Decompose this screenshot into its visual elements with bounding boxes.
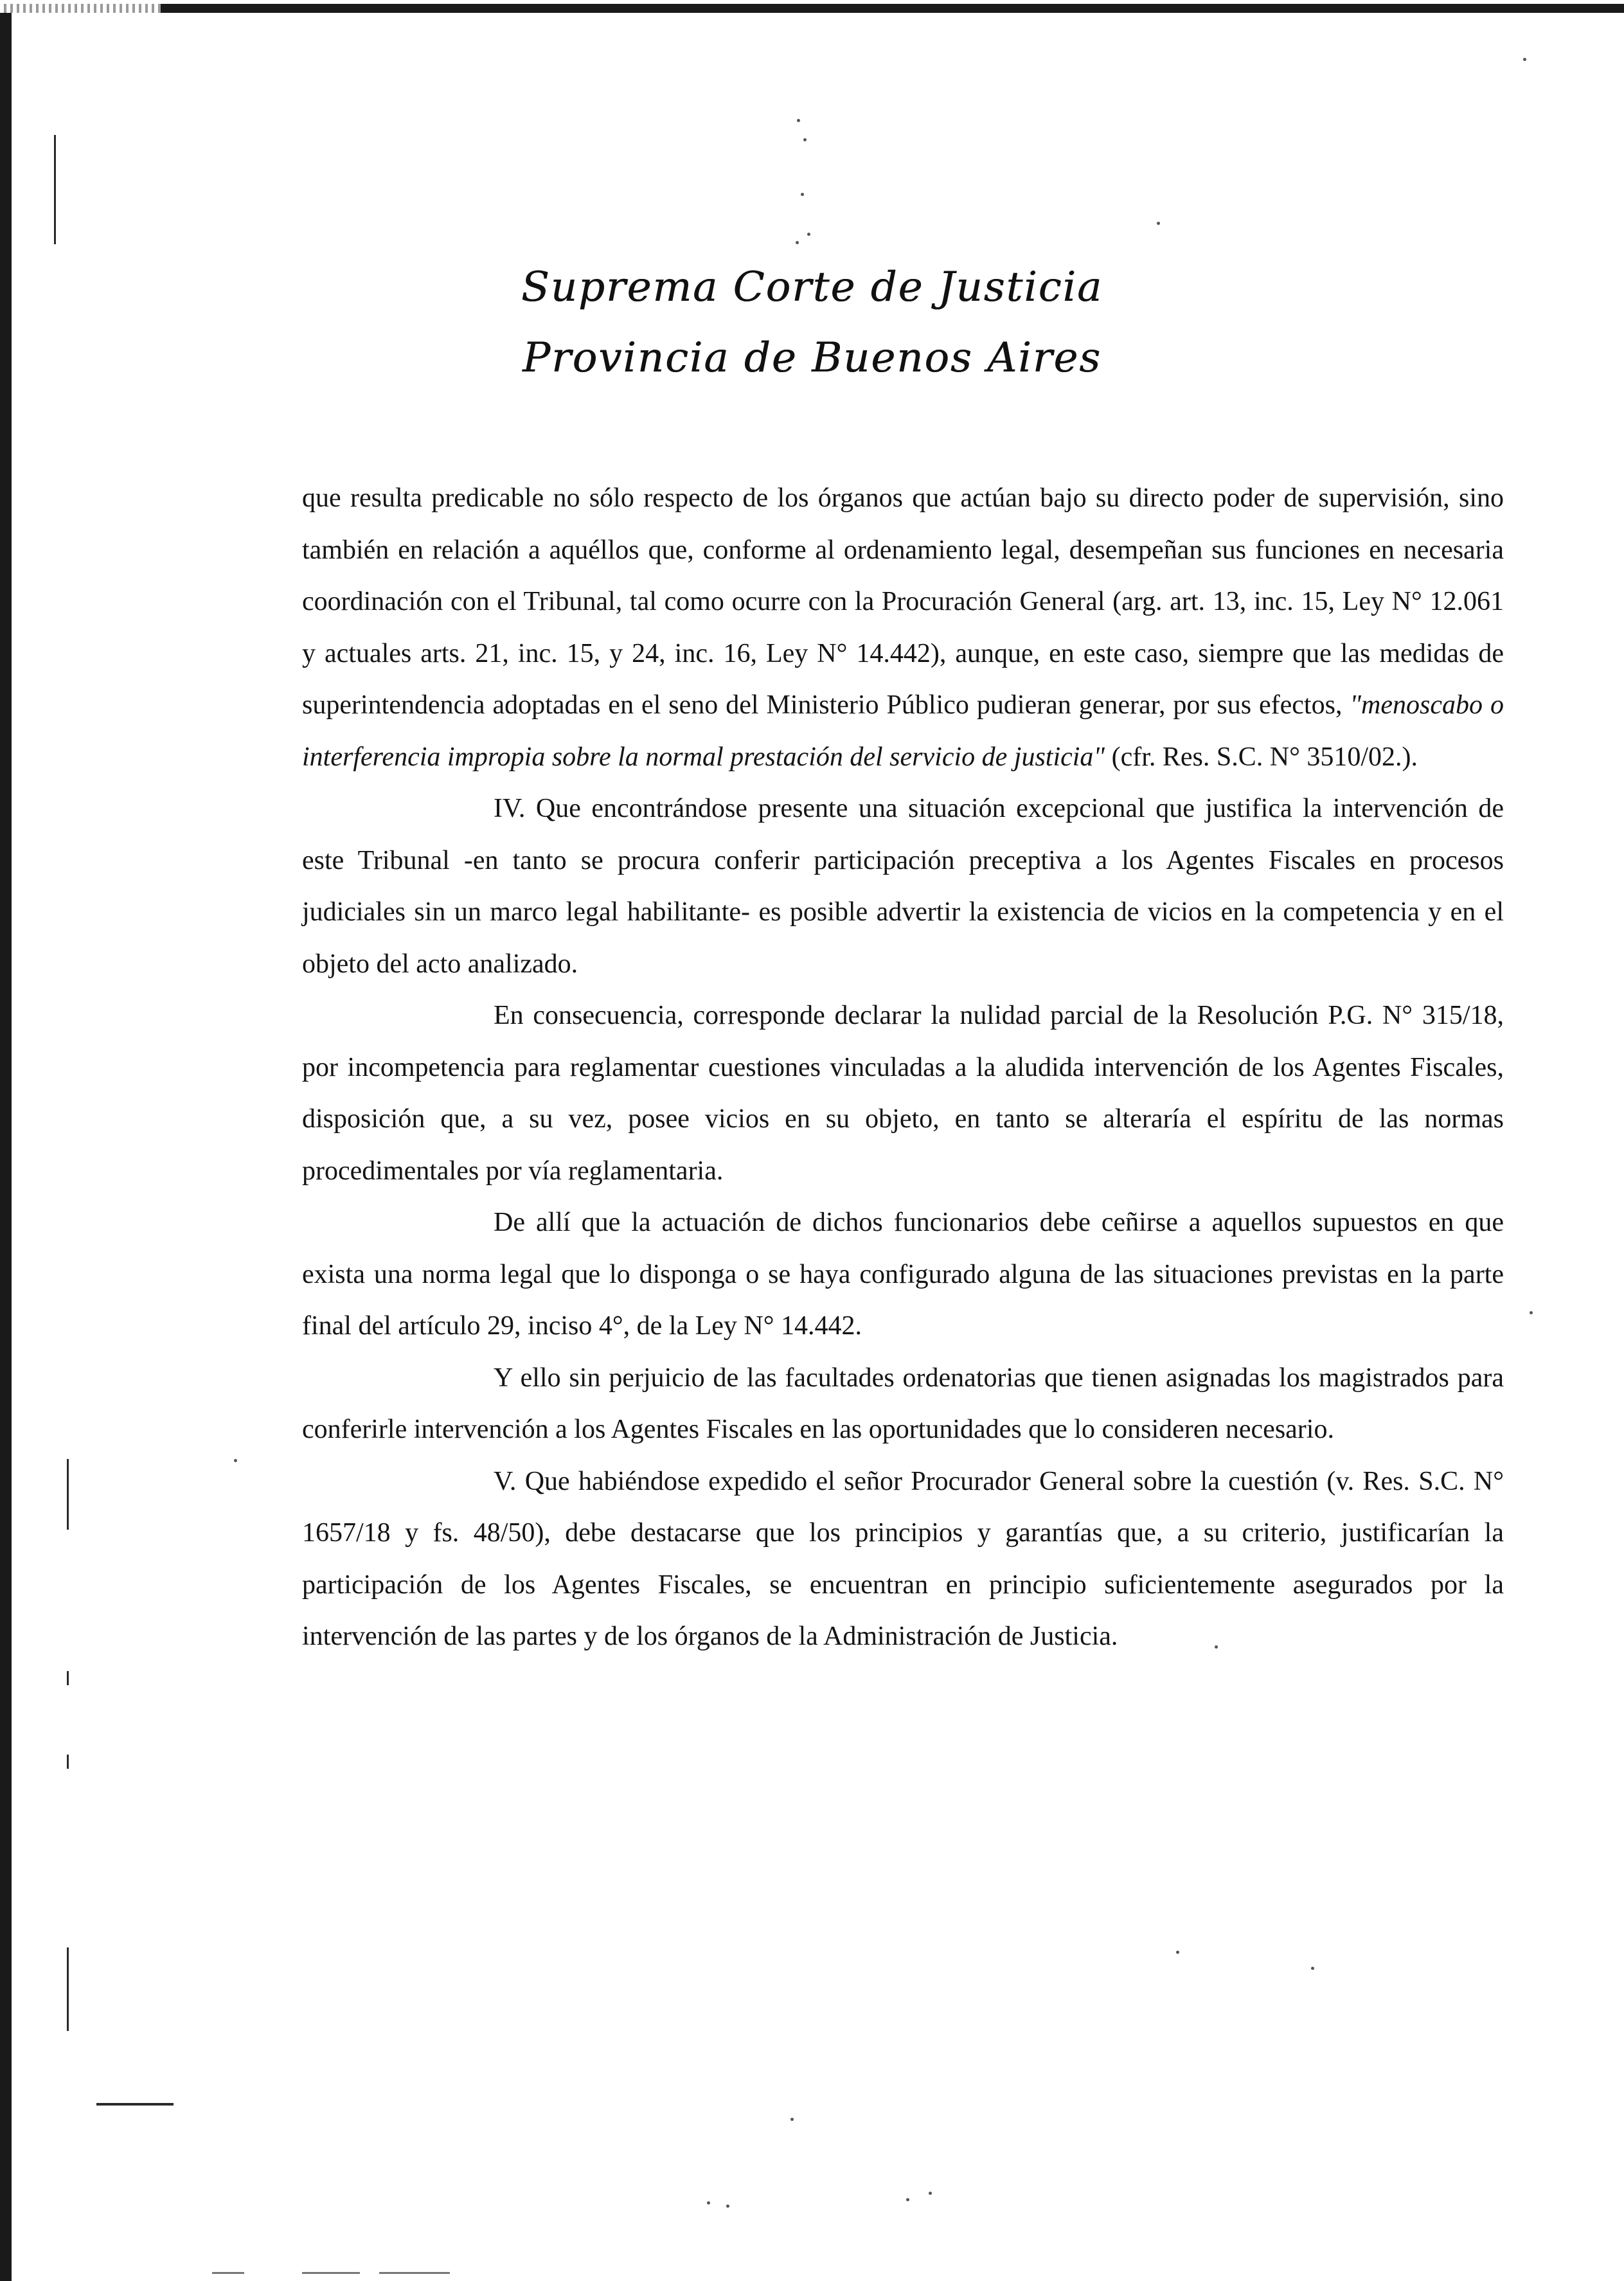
citation-text: (cfr. Res. S.C. N° 3510/02.). [1105, 742, 1418, 772]
paragraph-consecuencia: En consecuencia, corresponde declarar la nulidad parcial de la Resolución P.G. N° 315/18, por incompetencia para reglamentar cuestiones vinculadas a la aludida intervención de los Agentes Fiscales, disposición que, a su vez, posee vicios en su objeto, en tanto se alteraría el espíritu de las normas procedimentales por vía reglamentaria. [302, 1001, 1504, 1186]
paragraph-iv: IV. Que encontrándose presente una situación excepcional que justifica la intervención de este Tribunal -en tanto se procura conferir participación preceptiva a los Agentes Fiscales en procesos judiciales sin un marco legal habilitante- es posible advertir la existencia de vicios en la competencia y en el objeto del acto analizado. [302, 794, 1504, 979]
speck [807, 233, 810, 236]
speck [234, 1459, 237, 1462]
speck [1176, 1951, 1179, 1954]
letterhead-title: Suprema Corte de Justicia [521, 264, 1103, 311]
paragraph-y-ello: Y ello sin perjuicio de las facultades ordenatorias que tienen asignadas los magistrados para conferirle intervención a los Agentes Fiscales en las oportunidades que lo consideren necesario. [302, 1363, 1504, 1444]
speck [906, 2198, 909, 2201]
speck [1523, 58, 1526, 61]
speck [801, 193, 804, 196]
speck [1530, 1311, 1533, 1314]
speck [797, 119, 800, 122]
scan-top-border [0, 0, 1624, 14]
scan-mark [54, 135, 56, 244]
quoted-text: "menoscabo o interferencia impropia sobre la normal prestación del servicio de justicia" [302, 690, 1504, 772]
scan-mark [67, 1459, 69, 1530]
paragraph-continuation [302, 472, 1504, 783]
scan-bottom-mark [212, 2272, 244, 2274]
scan-mark [67, 1947, 69, 2031]
paragraph-v: V. Que habiéndose expedido el señor Procurador General sobre la cuestión (v. Res. S.C. N° 1657/18 y fs. 48/50), debe destacarse que los principios y garantías que, a su criterio, justificarían la participación de los Agentes Fiscales, se encuentran en principio suficientemente asegurados por la intervención de las partes y de los órganos de la Administración de Justicia. [302, 1466, 1504, 1651]
speck [803, 138, 807, 141]
speck [707, 2201, 710, 2205]
speck [929, 2192, 932, 2195]
scan-bottom-mark [302, 2272, 360, 2274]
scan-mark [67, 1755, 69, 1769]
speck [1157, 222, 1160, 225]
scan-mark [96, 2103, 174, 2106]
scan-bottom-mark [379, 2272, 450, 2274]
paragraph-text: que resulta predicable no sólo respecto de los órganos que actúan bajo su directo poder de supervisión, sino también en relación a aquéllos que, conforme al ordenamiento legal, desempeñan sus funciones en necesaria coordinación con el Tribunal, tal como ocurre con la Procuración General (arg. art. 13, inc. 15, Ley N° 12.061 y actuales arts. 21, inc. 15, y 24, inc. 16, Ley N° 14.442), aunque, en este caso, siempre que las medidas de superintendencia adoptadas en el seno del Ministerio Público pudieran generar, por sus efectos, [302, 483, 1504, 720]
document-body [302, 472, 1504, 1663]
speck [796, 241, 799, 244]
speck [1311, 1967, 1314, 1970]
letterhead-subtitle: Provincia de Buenos Aires [522, 334, 1102, 382]
speck [726, 2205, 729, 2208]
speck [790, 2118, 794, 2121]
scan-mark [67, 1671, 69, 1685]
paragraph-de-alli: De allí que la actuación de dichos funcionarios debe ceñirse a aquellos supuestos en que exista una norma legal que lo disponga o se haya configurado alguna de las situaciones previstas en la parte final del artículo 29, inciso 4°, de la Ley N° 14.442. [302, 1208, 1504, 1341]
